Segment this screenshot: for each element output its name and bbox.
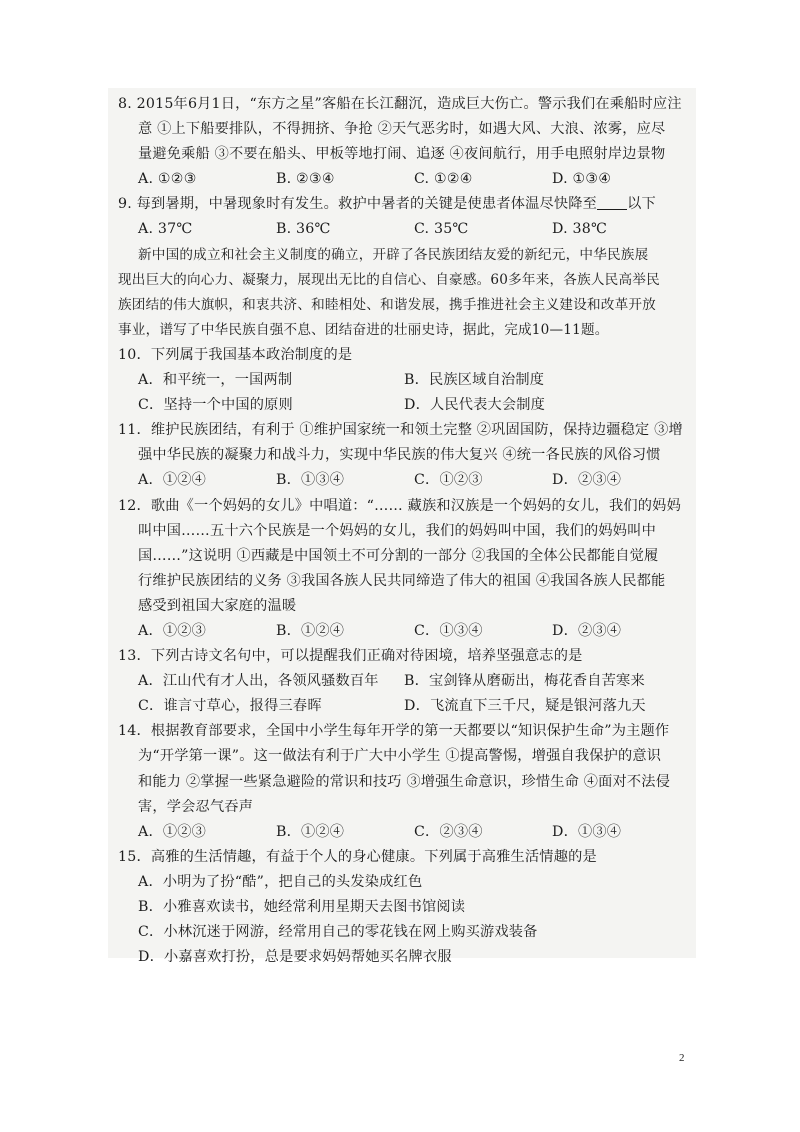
option-a: A．小明为了扮“酷”，把自己的头发染成红色 <box>138 873 423 890</box>
option-d: D. ①③④ <box>552 171 612 188</box>
option-c: C．①②③ <box>414 472 483 489</box>
option-d: D．小嘉喜欢打扮，总是要求妈妈帮她买名牌衣服 <box>138 949 452 966</box>
question-8-line: 量避免乘船 ③不要在船头、甲板等地打闹、追逐 ④夜间航行，用手电照射岸边景物 <box>138 146 666 163</box>
question-9-text-end: 以下 <box>627 196 656 213</box>
question-12-line: 国……”这说明 ①西藏是中国领土不可分割的一部分 ②我国的全体公民都能自觉履 <box>138 547 659 564</box>
question-8-options <box>118 167 690 192</box>
question-8-line: 意 ①上下船要排队，不得拥挤、争抢 ②天气恶劣时，如遇大风、大浪、浓雾，应尽 <box>138 121 666 138</box>
question-14-line: 害，学会忍气吞声 <box>138 798 254 815</box>
question-9-options <box>118 217 690 242</box>
question-14-line: 和能力 ②掌握一些紧急避险的常识和技巧 ③增强生命意识，珍惜生命 ④面对不法侵 <box>138 773 671 790</box>
question-12-line: 行维护民族团结的义务 ③我国各族人民共同缔造了伟大的祖国 ④我国各族人民都能 <box>138 572 666 589</box>
option-c: C．②③④ <box>414 823 483 840</box>
question-13-options <box>118 669 690 694</box>
exam-content <box>118 92 690 970</box>
question-15 <box>118 845 690 970</box>
question-11 <box>118 418 690 493</box>
option-b: B. ②③④ <box>276 171 335 188</box>
answer-blank <box>597 195 627 210</box>
question-14-options <box>118 820 690 845</box>
option-a: A．①②④ <box>138 472 206 489</box>
question-12-line: 12．歌曲《一个妈妈的女儿》中唱道：“…… 藏族和汉族是一个妈妈的女儿，我们的妈妈 <box>118 497 681 514</box>
option-a: A．①②③ <box>138 823 206 840</box>
option-a: A．①②③ <box>138 622 206 639</box>
option-b: B．民族区域自治制度 <box>404 372 545 389</box>
question-10 <box>118 343 690 418</box>
question-14-line: 14．根据教育部要求，全国中小学生每年开学的第一天都要以“知识保护生命”为主题作 <box>118 723 670 740</box>
question-12-line: 叫中国……五十六个民族是一个妈妈的女儿，我们的妈妈叫中国，我们的妈妈叫中 <box>138 522 656 539</box>
option-a: A．和平统一，一国两制 <box>138 372 293 389</box>
option-c: C．谁言寸草心，报得三春晖 <box>138 698 322 715</box>
question-8 <box>118 92 690 192</box>
question-14-line: 为“开学第一课”。这一做法有利于广大中小学生 ①提高警惕，增强自我保护的意识 <box>138 748 662 765</box>
question-12 <box>118 494 690 645</box>
passage-line: 事业，谱写了中华民族自强不息、团结奋进的壮丽史诗，据此，完成10—11题。 <box>118 321 609 338</box>
question-13-options <box>118 694 690 719</box>
option-c: C．坚持一个中国的原则 <box>138 397 293 414</box>
question-9-text: 9. 每到暑期，中暑现象时有发生。救护中暑者的关键是使患者体温尽快降至 <box>118 196 598 213</box>
option-c: C．小林沉迷于网游，经常用自己的零花钱在网上购买游戏装备 <box>138 924 538 941</box>
reading-passage <box>118 243 690 343</box>
option-b: B．①③④ <box>276 472 345 489</box>
option-d: D．飞流直下三千尺，疑是银河落九天 <box>404 698 646 715</box>
question-15-stem: 15．高雅的生活情趣，有益于个人的身心健康。下列属于高雅生活情趣的是 <box>118 848 597 865</box>
question-13-stem: 13．下列古诗文名句中，可以提醒我们正确对待困境，培养坚强意志的是 <box>118 648 583 665</box>
option-d: D．②③④ <box>552 622 622 639</box>
option-b: B. 36℃ <box>276 221 331 238</box>
option-d: D. 38℃ <box>552 221 608 238</box>
question-9 <box>118 192 690 242</box>
option-c: C. ①②④ <box>414 171 473 188</box>
option-c: C. 35℃ <box>414 221 469 238</box>
option-d: D．②③④ <box>552 472 622 489</box>
question-12-line: 感受到祖国大家庭的温暖 <box>138 597 297 614</box>
page-number: 2 <box>679 1052 685 1064</box>
question-8-line: 8. 2015年6月1日，“东方之星”客船在长江翻沉，造成巨大伤亡。警示我们在乘船时应注 <box>118 96 682 112</box>
option-a: A. 37℃ <box>138 221 193 238</box>
option-d: D．人民代表大会制度 <box>404 397 546 414</box>
question-11-line: 11．维护民族团结，有利于 ①维护国家统一和领土完整 ②巩固国防，保持边疆稳定 ③增 <box>118 422 683 439</box>
question-11-line: 强中华民族的凝聚力和战斗力，实现中华民族的伟大复兴 ④统一各民族的风俗习惯 <box>138 447 661 464</box>
passage-line: 现出巨大的向心力、凝聚力，展现出无比的自信心、自豪感。60多年来，各族人民高举民 <box>118 271 660 288</box>
option-b: B．①②④ <box>276 823 345 840</box>
question-14 <box>118 719 690 844</box>
question-11-options <box>118 468 690 493</box>
question-9-stem <box>118 192 690 217</box>
option-a: A. ①②③ <box>138 171 197 188</box>
option-b: B．小雅喜欢读书，她经常利用星期天去图书馆阅读 <box>138 899 466 915</box>
option-a: A．江山代有才人出，各领风骚数百年 <box>138 673 379 690</box>
passage-line: 族团结的伟大旗帜，和衷共济、和睦相处、和谐发展，携手推进社会主义建设和改革开放 <box>118 296 656 313</box>
option-b: B．①②④ <box>276 622 345 639</box>
option-c: C．①③④ <box>414 622 483 639</box>
question-10-options <box>118 368 690 393</box>
option-d: D．①③④ <box>552 823 622 840</box>
question-13 <box>118 644 690 719</box>
question-10-stem: 10．下列属于我国基本政治制度的是 <box>118 346 353 363</box>
passage-line: 新中国的成立和社会主义制度的确立，开辟了各民族团结友爱的新纪元，中华民族展 <box>138 246 649 263</box>
question-12-options <box>118 619 690 644</box>
option-b: B．宝剑锋从磨砺出，梅花香自苦寒来 <box>404 673 645 690</box>
question-10-options <box>118 393 690 418</box>
